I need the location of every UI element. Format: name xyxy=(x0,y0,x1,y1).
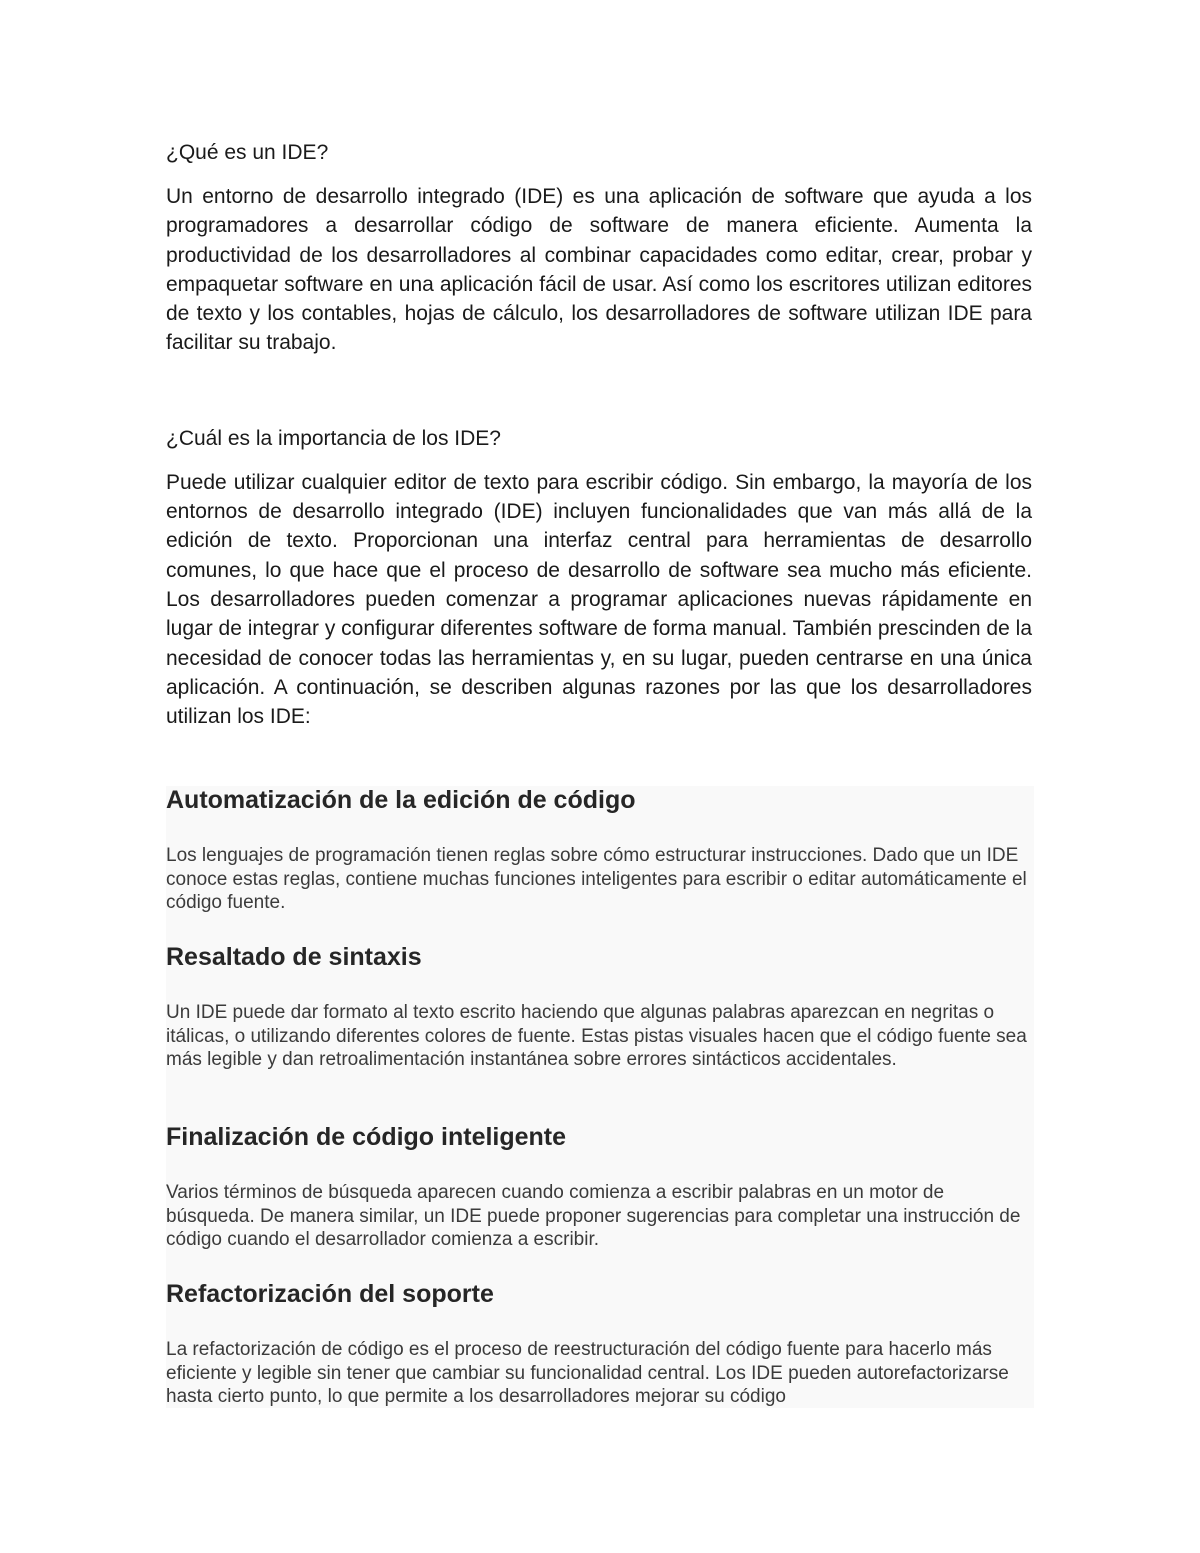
section-title: Refactorización del soporte xyxy=(166,1280,494,1308)
document-page xyxy=(166,138,1032,731)
section-title: Automatización de la edición de código xyxy=(166,786,636,814)
paragraph-ide-importance: Puede utilizar cualquier editor de texto para escribir código. Sin embargo, la mayoría de los entornos de desarrollo integrado (IDE) incluyen funcionalidades que van más allá de la edición de texto. Proporcionan una interfaz central para herramientas de desarrollo comunes, lo que hace que el proceso de desarrollo de software sea mucho más eficiente. Los desarrolladores pueden comenzar a programar aplicaciones nuevas rápidamente en lugar de integrar y configurar diferentes software de forma manual. También prescinden de la necesidad de conocer todas las herramientas y, en su lugar, pueden centrarse en una única aplicación. A continuación, se describen algunas razones por las que los desarrolladores utilizan los IDE: xyxy=(166,470,1032,729)
section-body: Un IDE puede dar formato al texto escrito haciendo que algunas palabras aparezcan en negritas o itálicas, o utilizando diferentes colores de fuente. Estas pistas visuales hacen que el código fuente sea más legible y dan retroalimentación instantánea sobre errores sintácticos accidentales. xyxy=(166,1002,1027,1071)
question-what-is-ide: ¿Qué es un IDE? xyxy=(166,141,329,164)
question-ide-importance: ¿Cuál es la importancia de los IDE? xyxy=(166,426,501,450)
section-body: Varios términos de búsqueda aparecen cuando comienza a escribir palabras en un motor de búsqueda. De manera similar, un IDE puede proponer sugerencias para completar una instrucción de código cuando el desarrollador comienza a escribir. xyxy=(166,1182,1021,1251)
paragraph-ide-definition: Un entorno de desarrollo integrado (IDE) es una aplicación de software que ayuda a los programadores a desarrollar código de software de manera eficiente. Aumenta la productividad de los desarrolladores al combinar capacidades como editar, crear, probar y empaquetar software en una aplicación fácil de usar. Así como los escritores utilizan editores de texto y los contables, hojas de cálculo, los desarrolladores de software utilizan IDE para facilitar su trabajo. xyxy=(166,185,1032,355)
section-body: La refactorización de código es el proceso de reestructuración del código fuente para hacerlo más eficiente y legible sin tener que cambiar su funcionalidad central. Los IDE pueden autorefactorizarse hasta cierto punto, lo que permite a los desarrolladores mejorar su código xyxy=(166,1339,1009,1408)
section-intelligent-code-completion xyxy=(166,1122,1032,1252)
section-title: Resaltado de sintaxis xyxy=(166,943,422,971)
section-body: Los lenguajes de programación tienen reglas sobre cómo estructurar instrucciones. Dado que un IDE conoce estas reglas, contiene muchas funciones inteligentes para escribir o editar automáticamente el código fuente. xyxy=(166,845,1027,914)
section-title: Finalización de código inteligente xyxy=(166,1123,567,1151)
section-syntax-highlighting xyxy=(166,942,1032,1072)
section-code-editing-automation xyxy=(166,785,1032,915)
section-refactoring-support xyxy=(166,1279,1032,1408)
